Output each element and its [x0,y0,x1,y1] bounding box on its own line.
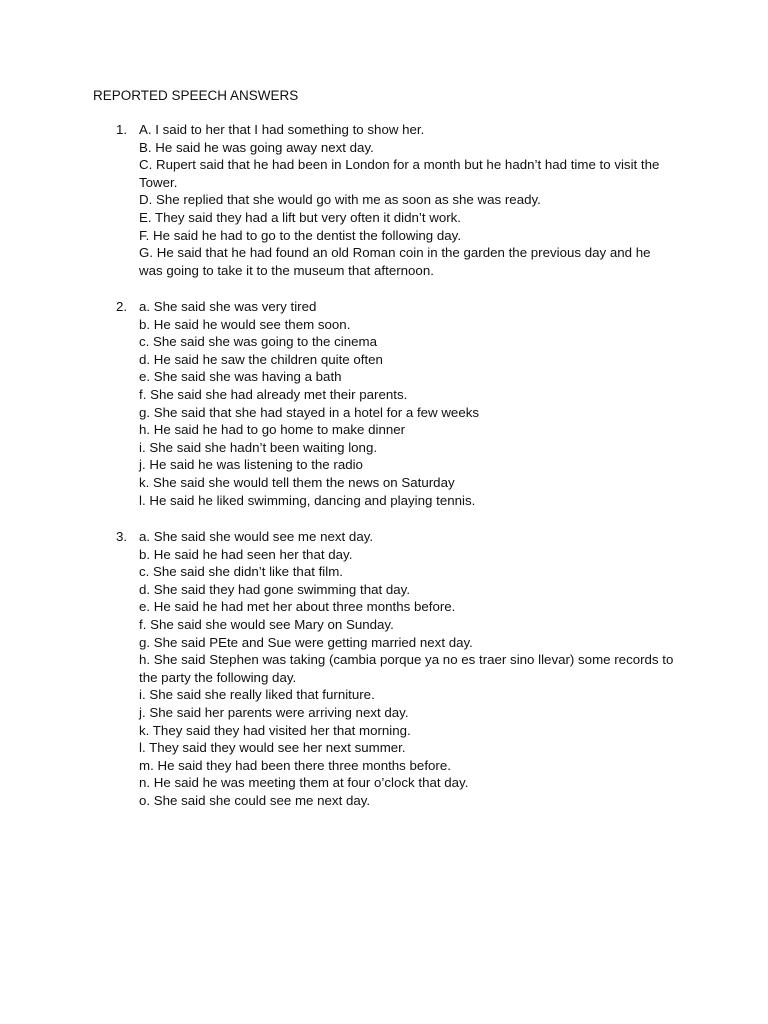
answer-item: G. He said that he had found an old Roman coin in the garden the previous day and he was going to take it to the museum that afternoon. [139,245,651,278]
answer-item: b. He said he would see them soon. [139,316,351,332]
answer-item: k. She said she would tell them the news on Saturday [139,474,455,490]
answer-item: d. She said they had gone swimming that day. [139,581,411,597]
answer-item: e. She said she was having a bath [139,369,342,385]
answer-item: g. She said that she had stayed in a hotel for a few weeks [139,404,480,420]
answer-item: a. She said she would see me next day. [139,529,374,544]
answer-item: n. He said he was meeting them at four o’clock that day. [139,775,469,791]
section-number: 2. [116,299,128,314]
answer-item: o. She said she could see me next day. [139,792,371,808]
answer-item: l. They said they would see her next summer. [139,740,406,756]
answer-item: k. They said they had visited her that morning. [139,722,411,738]
answer-item: h. He said he had to go home to make dinner [139,422,406,438]
answer-item: g. She said PEte and Sue were getting married next day. [139,634,473,650]
section-number: 1. [116,122,128,137]
answer-item: l. He said he liked swimming, dancing and playing tennis. [139,492,476,508]
answer-item: f. She said she had already met their parents. [139,386,408,402]
answer-item: i. She said she hadn’t been waiting long. [139,439,378,455]
answer-item: B. He said he was going away next day. [139,139,374,155]
answer-item: A. I said to her that I had something to show her. [139,122,425,137]
answer-item: c. She said she didn’t like that film. [139,564,343,580]
answer-item: a. She said she was very tired [139,299,317,314]
page-title: REPORTED SPEECH ANSWERS [93,88,299,103]
answer-item: F. He said he had to go to the dentist the following day. [139,227,462,243]
answer-list [139,298,674,509]
answer-item: C. Rupert said that he had been in London for a month but he hadn’t had time to visit the Tower. [139,157,660,190]
answer-item: c. She said she was going to the cinema [139,334,378,350]
answer-item: f. She said she would see Mary on Sunday. [139,616,394,632]
answer-item: d. He said he saw the children quite often [139,351,383,367]
answer-item: j. She said her parents were arriving next day. [139,704,409,720]
answer-item: i. She said she really liked that furniture. [139,687,375,703]
answer-item: D. She replied that she would go with me as soon as she was ready. [139,192,541,208]
answer-item: b. He said he had seen her that day. [139,546,353,562]
answer-item: m. He said they had been there three months before. [139,757,451,773]
answer-item: e. He said he had met her about three months before. [139,599,456,615]
section-number: 3. [116,529,128,544]
answer-item: j. He said he was listening to the radio [139,457,363,473]
answer-item: E. They said they had a lift but very often it didn’t work. [139,209,462,225]
answer-list [139,121,674,279]
answer-list [139,528,674,810]
answer-item: h. She said Stephen was taking (cambia porque ya no es traer sino llevar) some records to the party the following day. [139,652,674,685]
